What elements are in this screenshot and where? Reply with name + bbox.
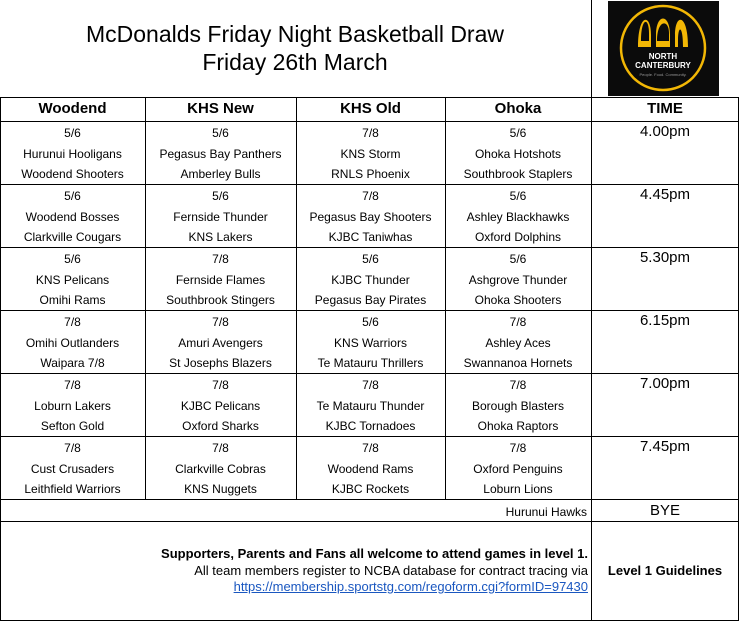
game-grade: 5/6 (64, 252, 81, 266)
game-grade: 5/6 (212, 189, 229, 203)
game-grade: 7/8 (212, 378, 229, 392)
away-team: RNLS Phoenix (331, 167, 410, 181)
home-team: Oxford Penguins (473, 462, 563, 476)
home-team: Hurunui Hooligans (23, 147, 122, 161)
supporters-note: Supporters, Parents and Fans all welcome to attend games in level 1. (161, 546, 588, 561)
home-team: Fernside Thunder (173, 210, 268, 224)
away-team: Leithfield Warriors (24, 482, 121, 496)
home-team: Loburn Lakers (34, 399, 111, 413)
logo-tagline: People. Food. Community. (639, 72, 687, 77)
away-team: KJBC Taniwhas (328, 230, 413, 244)
time-column-border (591, 0, 592, 621)
away-team: KJBC Tornadoes (325, 419, 416, 433)
home-team: Ashgrove Thunder (468, 273, 568, 287)
away-team: Pegasus Bay Pirates (314, 293, 427, 307)
mcdonalds-north-canterbury-logo (608, 1, 719, 96)
slot-time: 4.00pm (639, 123, 691, 140)
game-grade: 5/6 (64, 126, 81, 140)
away-team: Southbrook Stingers (166, 293, 275, 307)
game-grade: 5/6 (509, 252, 527, 266)
game-grade: 5/6 (509, 189, 527, 203)
table-border (0, 499, 739, 500)
slot-time: 6.15pm (639, 312, 691, 329)
game-grade: 7/8 (509, 441, 527, 455)
game-grade: 7/8 (212, 252, 229, 266)
registration-note: All team members register to NCBA database for contract tracing via (194, 563, 588, 578)
table-border (0, 247, 739, 248)
away-team: Sefton Gold (40, 419, 105, 433)
away-team: Te Matauru Thrillers (317, 356, 424, 370)
table-border (0, 373, 739, 374)
title-block (0, 0, 590, 96)
slot-time: 7.45pm (639, 438, 691, 455)
away-team: Omihi Rams (39, 293, 106, 307)
away-team: Southbrook Staplers (463, 167, 573, 181)
home-team: Omihi Outlanders (25, 336, 120, 350)
home-team: Woodend Bosses (25, 210, 120, 224)
game-grade: 5/6 (64, 189, 81, 203)
home-team: Amuri Avengers (178, 336, 263, 350)
page-title: McDonalds Friday Night Basketball Draw (86, 21, 504, 47)
game-grade: 7/8 (64, 315, 81, 329)
bye-label: BYE (649, 502, 680, 519)
home-team: KNS Warriors (334, 336, 407, 350)
column-header: TIME (647, 100, 683, 117)
level-1-guidelines: Level 1 Guidelines (607, 563, 723, 578)
table-border (0, 521, 739, 522)
column-header: KHS New (187, 100, 254, 117)
home-team: Fernside Flames (175, 273, 266, 287)
game-grade: 7/8 (509, 315, 527, 329)
slot-time: 4.45pm (639, 186, 691, 203)
away-team: Loburn Lions (483, 482, 553, 496)
away-team: KJBC Rockets (331, 482, 410, 496)
column-header: KHS Old (340, 100, 401, 117)
game-grade: 7/8 (362, 189, 379, 203)
game-grade: 7/8 (64, 378, 81, 392)
away-team: Amberley Bulls (180, 167, 261, 181)
home-team: Pegasus Bay Shooters (309, 210, 432, 224)
game-grade: 7/8 (212, 441, 229, 455)
home-team: Te Matauru Thunder (316, 399, 425, 413)
away-team: Ohoka Raptors (477, 419, 559, 433)
table-border (0, 310, 739, 311)
logo-text-north: NORTH (648, 52, 678, 61)
game-grade: 7/8 (212, 315, 229, 329)
logo-text-canterbury: CANTERBURY (635, 61, 691, 70)
home-team: Ohoka Hotshots (474, 147, 562, 161)
column-header: Ohoka (494, 100, 542, 117)
table-border (0, 184, 739, 185)
game-grade: 7/8 (362, 441, 379, 455)
home-team: Woodend Rams (327, 462, 414, 476)
away-team: KNS Lakers (188, 230, 253, 244)
away-team: Ohoka Shooters (474, 293, 562, 307)
column-header: Woodend (38, 100, 107, 117)
away-team: Woodend Shooters (21, 167, 124, 181)
away-team: Swannanoa Hornets (463, 356, 573, 370)
page-subtitle: Friday 26th March (202, 49, 388, 75)
bye-team: Hurunui Hawks (505, 505, 587, 519)
registration-link[interactable]: https://membership.sportstg.com/regoform.cgi?formID=97430 (233, 579, 588, 594)
home-team: KJBC Thunder (331, 273, 410, 287)
slot-time: 5.30pm (639, 249, 691, 266)
home-team: Ashley Aces (485, 336, 551, 350)
home-team: Clarkville Cobras (175, 462, 266, 476)
home-team: Pegasus Bay Panthers (159, 147, 282, 161)
away-team: St Josephs Blazers (169, 356, 272, 370)
game-grade: 5/6 (212, 126, 229, 140)
home-team: KNS Storm (340, 147, 401, 161)
home-team: KJBC Pelicans (180, 399, 261, 413)
home-team: Cust Crusaders (30, 462, 115, 476)
game-grade: 5/6 (509, 126, 527, 140)
game-grade: 7/8 (362, 378, 379, 392)
game-grade: 5/6 (362, 315, 379, 329)
game-grade: 7/8 (64, 441, 81, 455)
away-team: Oxford Sharks (182, 419, 259, 433)
table-border (0, 121, 739, 122)
table-border (0, 97, 739, 98)
away-team: Oxford Dolphins (474, 230, 562, 244)
table-border (0, 436, 739, 437)
home-team: KNS Pelicans (35, 273, 110, 287)
away-team: KNS Nuggets (184, 482, 257, 496)
game-grade: 7/8 (362, 126, 379, 140)
game-grade: 5/6 (362, 252, 379, 266)
game-grade: 7/8 (509, 378, 527, 392)
away-team: Waipara 7/8 (40, 356, 105, 370)
slot-time: 7.00pm (639, 375, 691, 392)
away-team: Clarkville Cougars (23, 230, 122, 244)
home-team: Ashley Blackhawks (466, 210, 570, 224)
home-team: Borough Blasters (471, 399, 565, 413)
